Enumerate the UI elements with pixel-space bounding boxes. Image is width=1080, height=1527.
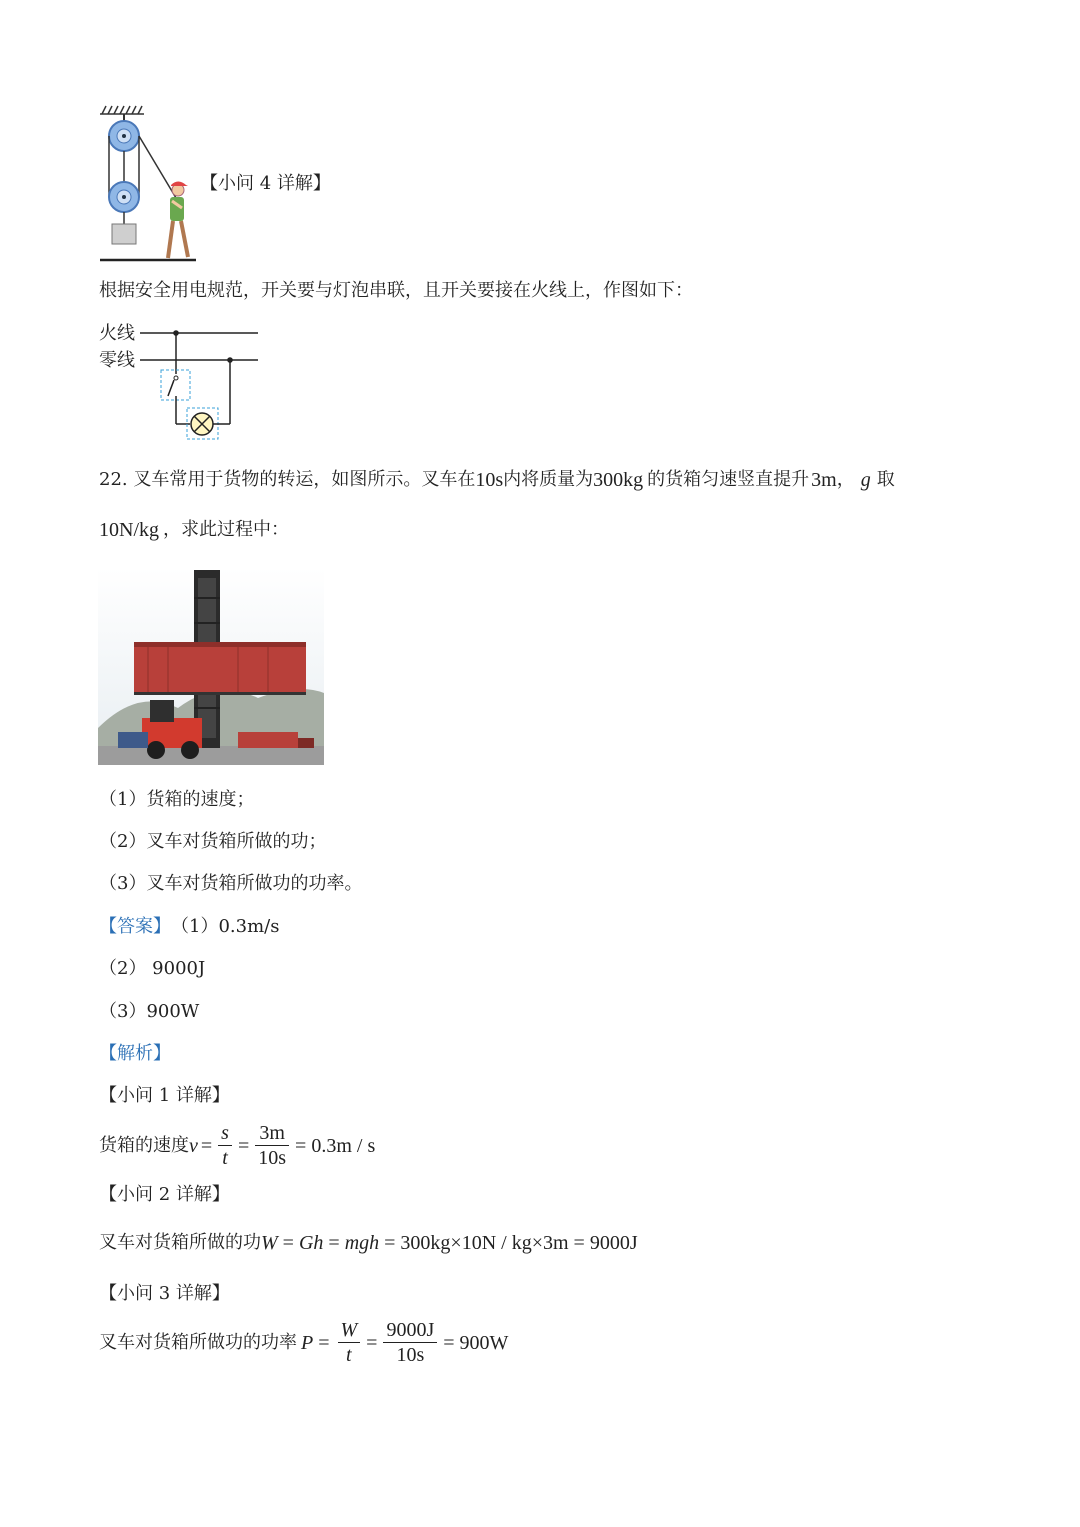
forklift-photo: [98, 568, 324, 765]
q22-stem-take: 取: [876, 469, 895, 490]
sub2-rest: = 300kg×10N / kg×3m = 9000J: [379, 1232, 638, 1254]
q22-item-3: （3）叉车对货箱所做功的功率。: [99, 873, 363, 894]
q22-stem-mid1: 内将质量为: [503, 469, 594, 490]
sub3-formula: [99, 1318, 508, 1367]
q22-item-2: （2）叉车对货箱所做的功；: [99, 831, 327, 852]
answer-2: （2） 9000J: [99, 958, 206, 979]
sub1-formula: [99, 1121, 375, 1170]
q22-g-value: 10N/kg: [99, 519, 159, 541]
analysis-label: 【解析】: [99, 1043, 171, 1064]
sub3-frac-wt: [338, 1318, 361, 1367]
sub1-heading: 【小问 1 详解】: [99, 1085, 230, 1106]
sub3-num: 9000J: [383, 1318, 437, 1343]
sub1-frac-st: [218, 1121, 232, 1170]
q22-comma: ，: [836, 469, 855, 490]
q22-time: 10s: [475, 469, 504, 491]
q22-stem-line1: [99, 468, 895, 492]
sub1-frac-values: [255, 1121, 289, 1170]
sub1-den: 10s: [258, 1147, 287, 1169]
sub3-heading: 【小问 3 详解】: [99, 1283, 230, 1304]
q22-stem-line2: [99, 518, 289, 542]
q22-item-1: （1）货箱的速度；: [99, 789, 255, 810]
sub1-prefix: 货箱的速度: [99, 1134, 189, 1156]
circuit-diagram: [138, 322, 263, 447]
sub3-t: t: [346, 1344, 352, 1366]
sub1-num: 3m: [255, 1121, 289, 1146]
sub1-result: = 0.3m / s: [295, 1134, 376, 1157]
sub3-W: W: [338, 1318, 361, 1343]
answer-label: 【答案】: [99, 916, 171, 937]
q22-height: 3m: [811, 469, 837, 491]
q22-g-symbol: g: [860, 469, 871, 491]
sub1-s: s: [218, 1121, 232, 1146]
sub2-mgh: mgh: [344, 1232, 380, 1254]
live-wire-label: 火线: [99, 323, 135, 344]
sub3-den: 10s: [396, 1344, 425, 1366]
q22-stem-prefix: 22. 叉车常用于货物的转运，如图所示。叉车在: [99, 469, 476, 490]
sub2-eq1: =: [277, 1232, 299, 1254]
q22-stem-tail: ，求此过程中：: [163, 519, 289, 540]
sub1-t: t: [222, 1147, 228, 1169]
sub2-heading: 【小问 2 详解】: [99, 1184, 230, 1205]
sub1-v: v: [189, 1134, 198, 1157]
q22-stem-mid2: 的货箱匀速竖直提升: [647, 469, 810, 490]
sub3-P: P: [301, 1331, 314, 1354]
circuit-intro: 根据安全用电规范，开关要与灯泡串联，且开关要接在火线上，作图如下：: [99, 280, 693, 301]
pulley-figure: [96, 100, 206, 265]
sub2-W: W: [261, 1232, 278, 1254]
sub1-eq2: =: [237, 1134, 250, 1157]
sub3-result: = 900W: [443, 1331, 509, 1354]
sub3-frac-values: [383, 1318, 437, 1367]
sub2-prefix: 叉车对货箱所做的功: [99, 1232, 261, 1253]
sub3-eq1: =: [313, 1331, 335, 1354]
sub2-eq2: =: [323, 1232, 345, 1254]
sub3-eq2: =: [366, 1331, 378, 1354]
sub3-prefix: 叉车对货箱所做功的功率: [99, 1331, 297, 1353]
neutral-wire-label: 零线: [99, 350, 135, 371]
sub2-Gh: Gh: [298, 1232, 324, 1254]
sub1-eq1: =: [200, 1134, 213, 1157]
sub4-heading: 【小问 4 详解】: [200, 173, 331, 194]
sub2-formula: [99, 1231, 638, 1255]
answer-1: （1）0.3m/s: [171, 916, 280, 937]
q22-mass: 300kg: [593, 469, 644, 491]
answer-line-1: [99, 915, 279, 939]
answer-3: （3）900W: [99, 1001, 200, 1022]
